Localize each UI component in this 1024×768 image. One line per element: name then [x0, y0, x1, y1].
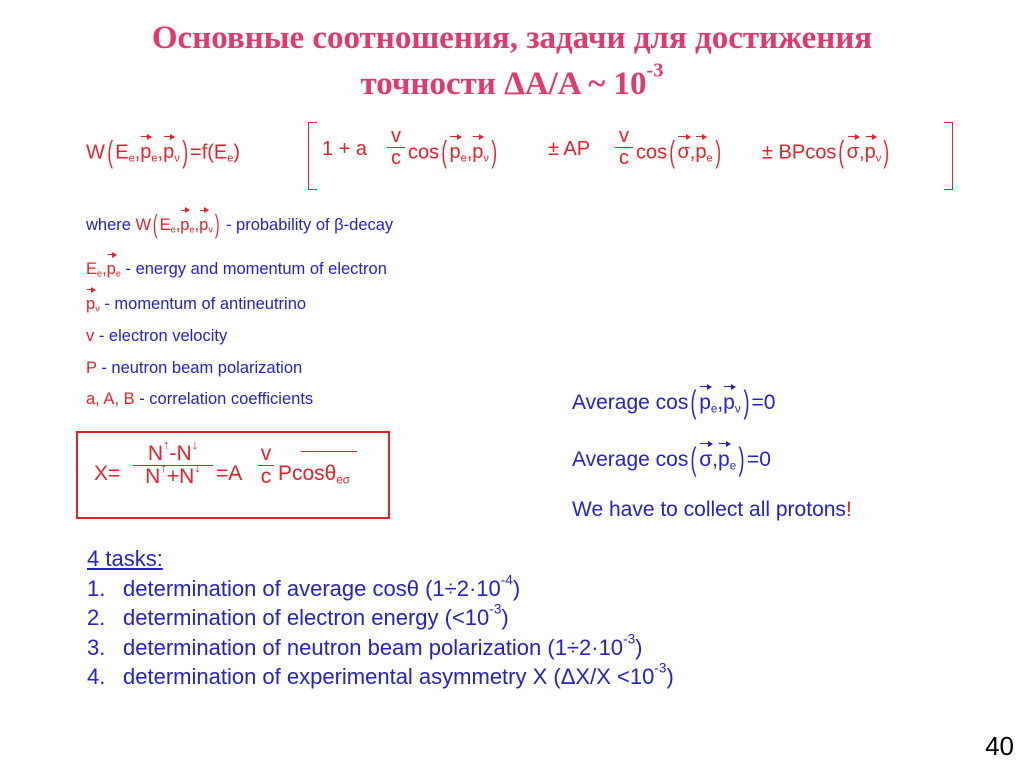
- task-item: [87, 603, 674, 633]
- task-exponent: -3: [489, 601, 502, 617]
- formula-E: E: [86, 260, 98, 278]
- task-exponent: -4: [500, 571, 513, 587]
- sub-e: e: [460, 152, 467, 165]
- frac-den-c: c: [260, 465, 272, 489]
- task-tail: ): [512, 575, 521, 601]
- asym-numerator: [133, 436, 213, 466]
- task-text: determination of neutron beam polarization (1÷2·10: [123, 634, 624, 660]
- formula-W: W: [86, 141, 105, 164]
- task-number: 2.: [87, 605, 106, 630]
- paren-close: ): [883, 134, 890, 169]
- paren-close: ): [738, 441, 745, 477]
- paren-open: (: [441, 134, 448, 169]
- task-text: determination of average cosθ (1÷2·10: [123, 575, 501, 601]
- vec-p: p: [718, 448, 730, 472]
- asym-average-overbar: [301, 451, 357, 452]
- sub-nu: ν: [734, 403, 741, 416]
- legend-energy-text: - energy and momentum of electron: [125, 260, 387, 278]
- formula-w-term: W( $E_e,p_e,p_\nu) =f(E_e)$: [86, 134, 241, 169]
- tasks-list: [87, 544, 674, 692]
- arrow-up-icon: ↑: [160, 459, 167, 475]
- fraction-v-over-c: [387, 126, 405, 169]
- asym-sub-esigma: eσ: [336, 474, 350, 487]
- legend-probability-text: - probability of β-decay: [225, 215, 394, 234]
- sub-e: e: [170, 224, 176, 235]
- sub-e: e: [115, 268, 121, 279]
- legend-probability: [86, 211, 394, 239]
- vec-p: p: [864, 141, 876, 164]
- sub-e: e: [128, 152, 135, 165]
- title-accuracy-text: точности ΔA/A ~ 10: [360, 66, 647, 102]
- formula-pm-ap: [548, 138, 590, 161]
- sub-e: e: [729, 460, 737, 473]
- cos-label: cos: [408, 141, 440, 164]
- paren-close: ): [491, 134, 497, 169]
- asym-eq-A: =A: [216, 462, 243, 485]
- frac-num-v: v: [387, 126, 405, 148]
- formula-one-plus-a: 1 + a: [322, 138, 368, 160]
- collect-protons-note: [572, 498, 852, 522]
- vec-p: p: [86, 295, 96, 313]
- legend-v-symbol: v: [86, 327, 95, 345]
- frac-num-v: v: [258, 443, 274, 466]
- avg2-prefix: Average cos: [572, 448, 689, 472]
- sub-e: e: [706, 152, 713, 165]
- bracket-open: [308, 122, 317, 190]
- paren-close: ): [182, 134, 188, 169]
- formula-W: W: [135, 215, 152, 234]
- paren-open: (: [838, 134, 845, 169]
- sub-nu: ν: [95, 303, 100, 314]
- vec-p: p: [723, 391, 735, 415]
- task-item: [87, 571, 674, 604]
- average-cos-pe-pnu: Average cos( $p_e,p_\nu) =0$: [572, 384, 776, 420]
- paren-open: (: [690, 441, 697, 477]
- asym-pcos: [278, 462, 350, 486]
- arrow-up-icon: ↑: [162, 436, 170, 452]
- vec-p: p: [180, 215, 190, 234]
- task-tail: ): [501, 605, 509, 630]
- avg1-suffix: =0: [751, 391, 776, 415]
- sub-e: e: [97, 268, 103, 279]
- legend-antineutrino-text: - momentum of antineutrino: [104, 295, 307, 313]
- pm-AP: ± AP: [548, 138, 591, 160]
- bracket-close: [944, 122, 953, 190]
- vec-p: p: [163, 141, 175, 164]
- pm-BPcos: ± BPcos: [762, 141, 837, 164]
- page-number: 40: [985, 731, 1014, 761]
- legend-P-symbol: P: [86, 359, 97, 377]
- collect-text: We have to collect all protons: [572, 498, 846, 521]
- asym-denominator: [133, 459, 213, 489]
- title-exponent: -3: [646, 59, 664, 82]
- formula-cos-sigma-pe: cos( $\sigma,p_e$): [636, 134, 721, 169]
- formula-cos-pe-pnu: cos( $p_e,p_\nu$): [408, 134, 497, 169]
- sub-nu: ν: [483, 152, 489, 165]
- legend-energy-momentum: [86, 259, 387, 279]
- paren-close: ): [714, 134, 721, 169]
- legend-where: where: [86, 215, 131, 234]
- asym-x-eq: X=: [94, 462, 121, 485]
- asym-count-fraction: [133, 436, 213, 489]
- asym-minus-N: -N: [169, 442, 192, 465]
- slide-title-line-1: Основные соотношения, задачи для достижения: [151, 20, 873, 56]
- vec-p: p: [199, 215, 209, 234]
- sub-e: e: [189, 224, 195, 235]
- task-number: 1.: [87, 575, 106, 601]
- formula-E: E: [159, 215, 171, 234]
- fraction-v-over-c-2: [615, 126, 633, 169]
- legend-polarization-text: - neutron beam polarization: [101, 359, 303, 377]
- asym-v-over-c: [258, 443, 274, 488]
- main-decay-formula: [86, 122, 961, 190]
- task-exponent: -3: [623, 630, 636, 646]
- average-cos-sigma-pe: Average cos( $\sigma,p_e) =0$: [572, 441, 771, 477]
- collect-exclamation: !: [845, 498, 852, 521]
- formula-a-term: [322, 138, 367, 161]
- asym-N: N: [145, 465, 161, 489]
- task-text: determination of experimental asymmetry X (ΔX/X <10: [123, 664, 655, 689]
- legend-pnu-symbol: [86, 295, 100, 313]
- task-item: [87, 630, 674, 663]
- task-number: 4.: [87, 664, 106, 689]
- legend-polarization: [86, 358, 302, 378]
- avg1-prefix: Average cos: [572, 391, 689, 415]
- vec-sigma: σ: [699, 448, 713, 472]
- legend-e-p-symbol: $E_e,p_e$: [86, 260, 121, 279]
- task-number: 3.: [87, 634, 106, 660]
- task-text: determination of electron energy (<10: [123, 605, 490, 630]
- task-exponent: -3: [654, 660, 667, 676]
- sub-nu: ν: [174, 152, 180, 165]
- legend-coeffs-symbol: a, A, B: [86, 390, 135, 408]
- sub-nu: ν: [208, 224, 213, 235]
- task-tail: ): [666, 664, 674, 689]
- vec-sigma: σ: [846, 141, 860, 164]
- sub-e: e: [227, 152, 234, 165]
- paren-open: (: [153, 211, 158, 239]
- legend-w-symbol: W( $E_e,p_e,p_\nu$): [135, 211, 220, 239]
- paren-open: (: [107, 134, 113, 169]
- arrow-down-icon: ↓: [194, 459, 201, 475]
- arrow-down-icon: ↓: [191, 436, 199, 452]
- task-tail: ): [635, 634, 643, 660]
- vec-sigma: σ: [677, 141, 690, 164]
- cos-label: cos: [636, 141, 668, 164]
- frac-num-v: v: [615, 126, 633, 148]
- asym-pcos-theta: Pcosθ: [278, 462, 337, 485]
- formula-eq-f: =f(E: [190, 141, 228, 164]
- legend-velocity-text: - electron velocity: [98, 327, 228, 345]
- asym-N: N: [147, 442, 163, 465]
- vec-p: p: [140, 141, 152, 164]
- vec-p: p: [449, 141, 461, 164]
- legend-velocity: [86, 326, 227, 346]
- paren-open: (: [690, 384, 697, 420]
- sub-e: e: [710, 403, 718, 416]
- formula-E: E: [115, 141, 129, 164]
- vec-p: p: [106, 260, 116, 278]
- tasks-header-text: 4 tasks:: [87, 546, 163, 571]
- slide-title-line-2: [0, 59, 1024, 104]
- asym-plus-N: +N: [166, 465, 195, 489]
- task-item: [87, 662, 674, 692]
- sub-e: e: [151, 152, 158, 165]
- paren-close: ): [214, 211, 220, 239]
- vec-p: p: [472, 141, 484, 164]
- vec-p: p: [699, 391, 711, 415]
- legend-coefficients: [86, 389, 313, 409]
- legend-coefficients-text: - correlation coefficients: [139, 390, 314, 408]
- vec-p: p: [695, 141, 707, 164]
- frac-den-c: c: [619, 147, 629, 169]
- frac-den-c: c: [391, 147, 401, 169]
- legend-antineutrino: [86, 294, 306, 314]
- paren-close: ): [743, 384, 750, 420]
- sub-nu: ν: [875, 152, 882, 165]
- formula-pm-bpcos: ± BPcos( $\sigma,p_\nu$): [762, 134, 890, 169]
- paren-open: (: [669, 134, 676, 169]
- tasks-header: [87, 544, 674, 574]
- avg2-suffix: =0: [746, 448, 771, 472]
